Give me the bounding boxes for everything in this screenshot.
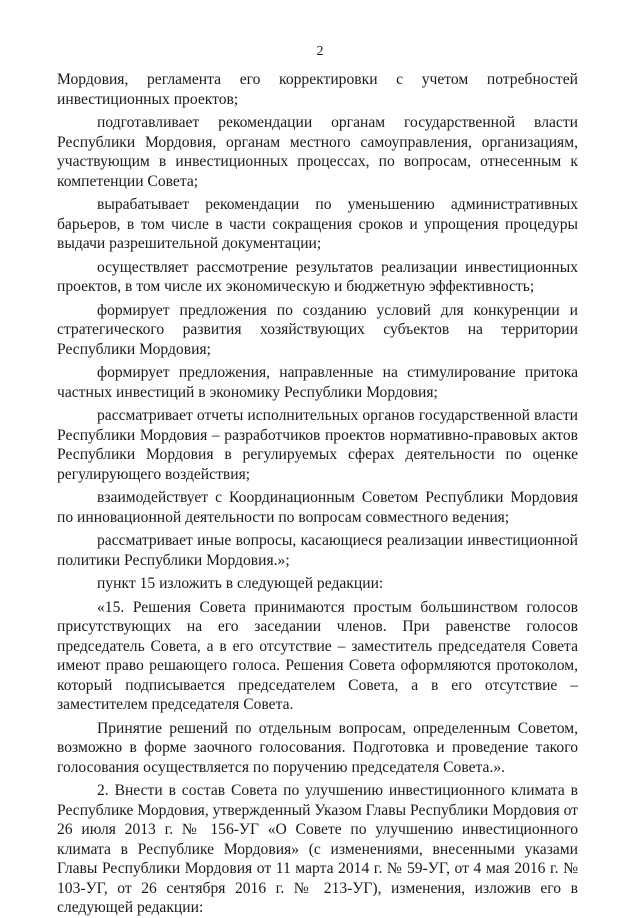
paragraph-competition: формирует предложения по созданию условий для конкуренции и стратегического развития хозяйствующих субъектов на территории Республики Мордовия; xyxy=(57,301,578,358)
document-body xyxy=(57,70,578,918)
page-number: 2 xyxy=(316,44,324,59)
paragraph-reports: рассматривает отчеты исполнительных органов государственной власти Республики Мордовия – разработчиков проектов нормативно-правовых актов Республики Мордовия в регулируемых сферах деятельности по оценке регулирующего воздействия; xyxy=(57,407,578,483)
paragraph-absentee-voting: Принятие решений по отдельным вопросам, определенным Советом, возможно в форме заочного голосования. Подготовка и проведение такого голосования осуществляется по поручению председателя Совета.». xyxy=(57,719,578,776)
paragraph-clause-15-intro: пункт 15 изложить в следующей редакции: xyxy=(97,575,384,592)
paragraph-clause-15: «15. Решения Совета принимаются простым большинством голосов присутствующих на его заседании членов. При равенстве голосов председатель Совета, а в его отсутствие – заместитель председателя Совета имеют право решающего голоса. Решения Совета оформляются протоколом, который подписывается председателем Совета, а в его отсутствие – заместителем председателя Совета. xyxy=(57,598,578,713)
paragraph-admin-barriers: вырабатывает рекомендации по уменьшению административных барьеров, в том числе в части сокращения сроков и упрощения процедуры выдачи разрешительной документации; xyxy=(57,196,578,252)
paragraph-other-issues: рассматривает иные вопросы, касающиеся реализации инвестиционной политики Республики Мордовия.»; xyxy=(57,532,578,569)
paragraph-council-composition: 2. Внести в состав Совета по улучшению инвестиционного климата в Республике Мордовия, утвержденный Указом Главы Республики Мордовия от 26 июля 2013 г. № 156-УГ «О Совете по улучшению инвестиционного климата в Республике Мордовия» (с изменениями, внесенными указами Главы Республики Мордовия от 11 марта 2014 г. № 59-УГ, от 4 мая 2016 г. № 103-УГ, от 26 сентября 2016 г. № 213-УГ), изменения, изложив его в следующей редакции: xyxy=(57,782,578,916)
paragraph-coordination: взаимодействует с Координационным Советом Республики Мордовия по инновационной деятельности по вопросам совместного ведения; xyxy=(57,489,578,526)
paragraph-project-review: осуществляет рассмотрение результатов реализации инвестиционных проектов, в том числе их экономическую и бюджетную эффективность; xyxy=(57,258,578,295)
paragraph-private-investment: формирует предложения, направленные на стимулирование притока частных инвестиций в экономику Республики Мордовия; xyxy=(57,364,578,401)
paragraph-continuation: Мордовия, регламента его корректировки с учетом потребностей инвестиционных проектов; xyxy=(57,71,578,108)
paragraph-recommendations: подготавливает рекомендации органам государственной власти Республики Мордовия, органам местного самоуправления, организациям, участвующим в инвестиционных процессах, по вопросам, отнесенным к компетенции Совета; xyxy=(57,114,578,190)
